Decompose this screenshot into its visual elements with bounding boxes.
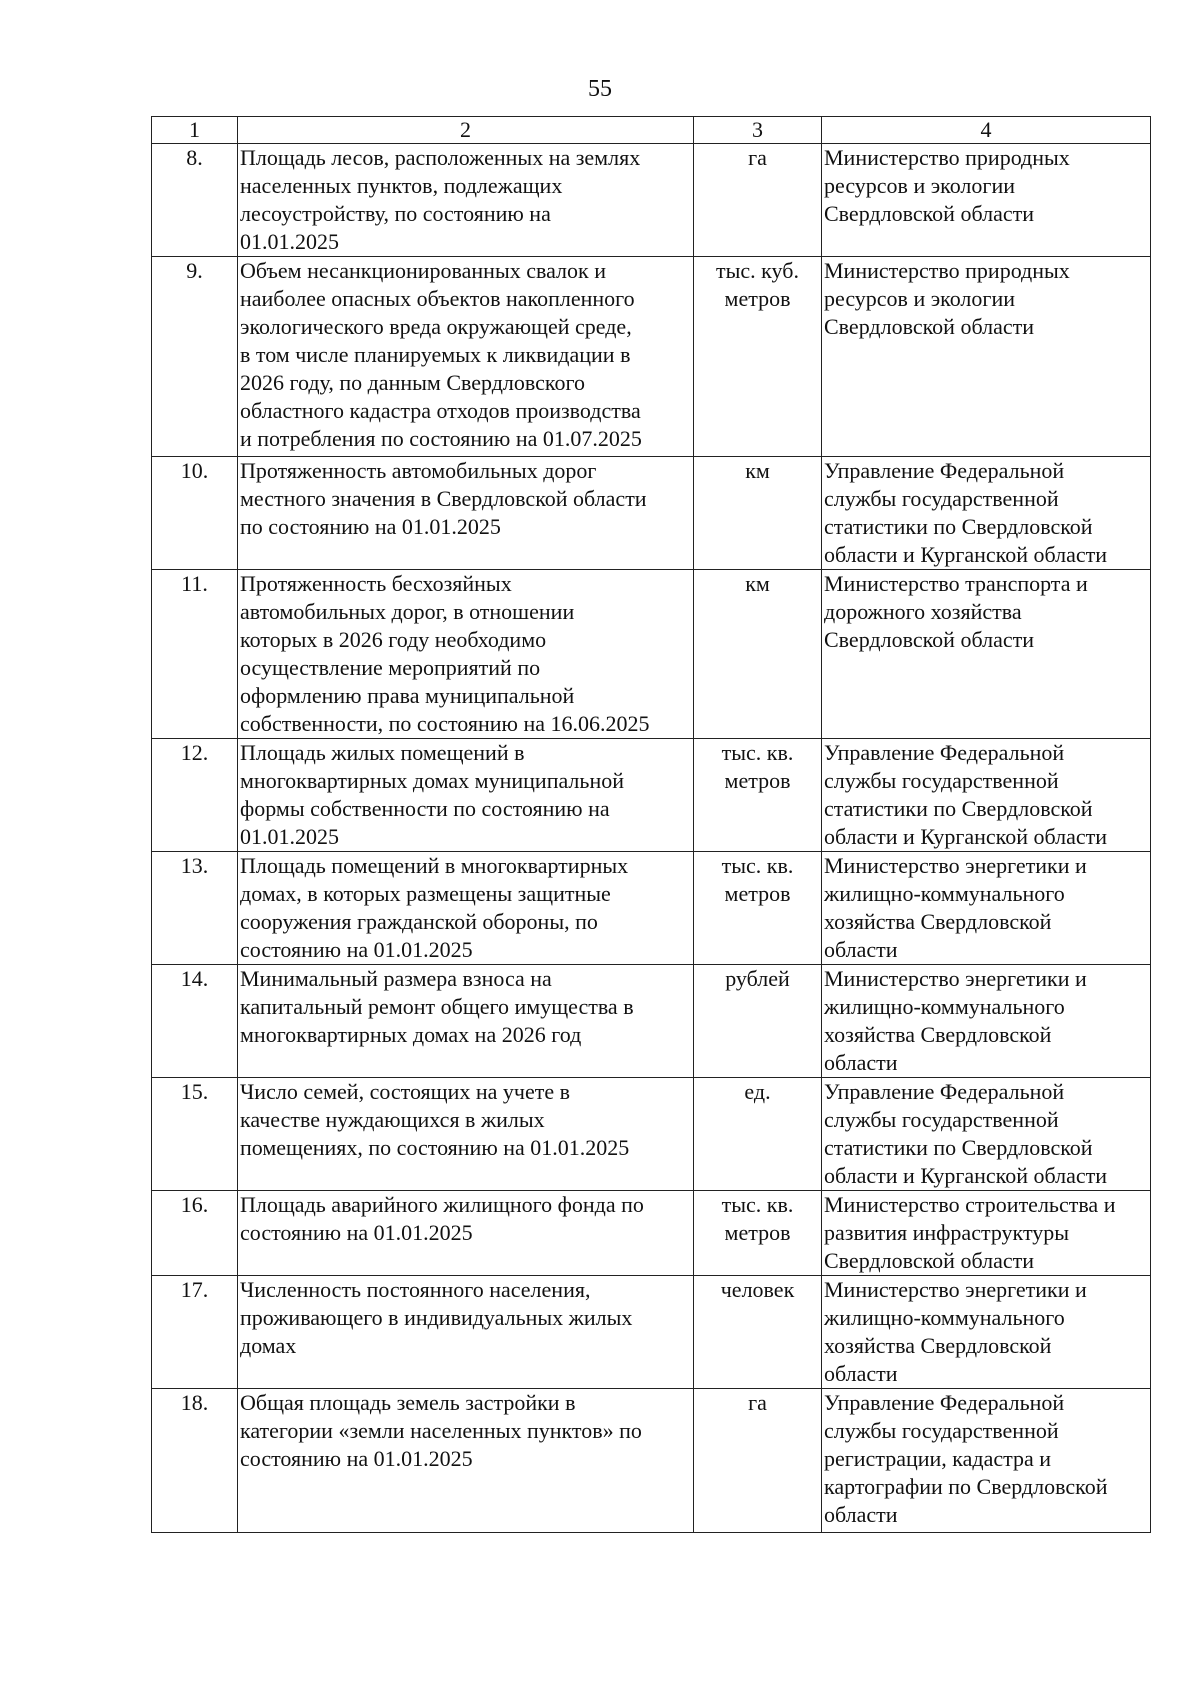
row-number: 11. xyxy=(152,570,238,739)
indicator-name xyxy=(238,1389,694,1533)
data-source-line: службы государственной xyxy=(824,1418,1059,1443)
indicator-name-line: автомобильных дорог, в отношении xyxy=(240,599,575,624)
indicator-name-line: 2026 году, по данным Свердловского xyxy=(240,370,585,395)
indicator-name xyxy=(238,739,694,852)
row-number: 9. xyxy=(152,257,238,457)
unit-of-measure xyxy=(694,1276,822,1389)
indicator-name-line: в том числе планируемых к ликвидации в xyxy=(240,342,631,367)
data-source-line: хозяйства Свердловской xyxy=(824,1333,1052,1358)
data-source-line: Свердловской области xyxy=(824,627,1034,652)
indicator-name-line: населенных пунктов, подлежащих xyxy=(240,173,563,198)
indicator-name-line: многоквартирных домах на 2026 год xyxy=(240,1022,582,1047)
data-source-line: Управление Федеральной xyxy=(824,458,1065,483)
data-source-line: области и Курганской области xyxy=(824,824,1108,849)
indicator-name-line: Протяженность бесхозяйных xyxy=(240,571,512,596)
indicator-name-line: Протяженность автомобильных дорог xyxy=(240,458,597,483)
data-source-line: регистрации, кадастра и xyxy=(824,1446,1052,1471)
data-source-line: Министерство природных xyxy=(824,145,1070,170)
indicator-name-line: лесоустройству, по состоянию на xyxy=(240,201,551,226)
indicator-name-line: Численность постоянного населения, xyxy=(240,1277,591,1302)
data-source-line: службы государственной xyxy=(824,768,1059,793)
indicator-name-line: Общая площадь земель застройки в xyxy=(240,1390,576,1415)
indicator-name-line: проживающего в индивидуальных жилых xyxy=(240,1305,633,1330)
unit-of-measure xyxy=(694,1389,822,1533)
data-source-line: области xyxy=(824,1050,898,1075)
unit-of-measure xyxy=(694,1191,822,1276)
table-row xyxy=(152,965,1151,1078)
row-number: 13. xyxy=(152,852,238,965)
data-source xyxy=(822,1078,1151,1191)
data-source-line: Министерство энергетики и xyxy=(824,966,1087,991)
unit-of-measure-line: км xyxy=(745,571,770,596)
data-source-line: Министерство энергетики и xyxy=(824,1277,1087,1302)
indicator-name-line: Минимальный размера взноса на xyxy=(240,966,552,991)
indicator-name-line: состоянию на 01.01.2025 xyxy=(240,1446,473,1471)
table-row xyxy=(152,1276,1151,1389)
indicator-name xyxy=(238,965,694,1078)
page-number: 55 xyxy=(588,76,612,102)
table-row xyxy=(152,852,1151,965)
indicator-name-line: которых в 2026 году необходимо xyxy=(240,627,547,652)
data-source-line: Управление Федеральной xyxy=(824,740,1065,765)
table-row xyxy=(152,1078,1151,1191)
unit-of-measure xyxy=(694,257,822,457)
row-number: 12. xyxy=(152,739,238,852)
column-header: 3 xyxy=(694,117,822,144)
indicator-name-line: оформлению права муниципальной xyxy=(240,683,575,708)
indicator-name-line: наиболее опасных объектов накопленного xyxy=(240,286,635,311)
indicator-name-line: областного кадастра отходов производства xyxy=(240,398,641,423)
data-source xyxy=(822,852,1151,965)
indicator-name xyxy=(238,1276,694,1389)
indicator-name-line: 01.01.2025 xyxy=(240,229,339,254)
indicator-name-line: экологического вреда окружающей среде, xyxy=(240,314,632,339)
unit-of-measure xyxy=(694,852,822,965)
row-number: 17. xyxy=(152,1276,238,1389)
unit-of-measure-line: метров xyxy=(724,768,791,793)
data-source-line: области xyxy=(824,1361,898,1386)
unit-of-measure-line: метров xyxy=(724,881,791,906)
indicator-name-line: Число семей, состоящих на учете в xyxy=(240,1079,571,1104)
row-number: 8. xyxy=(152,144,238,257)
data-source-line: статистики по Свердловской xyxy=(824,514,1093,539)
indicator-name xyxy=(238,1078,694,1191)
row-number: 18. xyxy=(152,1389,238,1533)
unit-of-measure-line: метров xyxy=(724,286,791,311)
indicator-name-line: помещениях, по состоянию на 01.01.2025 xyxy=(240,1135,630,1160)
indicator-name-line: качестве нуждающихся в жилых xyxy=(240,1107,545,1132)
indicator-name-line: категории «земли населенных пунктов» по xyxy=(240,1418,642,1443)
indicator-name-line: собственности, по состоянию на 16.06.2025 xyxy=(240,711,650,736)
indicator-name-line: местного значения в Свердловской области xyxy=(240,486,647,511)
data-source-line: ресурсов и экологии xyxy=(824,173,1015,198)
column-header: 4 xyxy=(822,117,1151,144)
indicator-name-line: многоквартирных домах муниципальной xyxy=(240,768,624,793)
indicator-name xyxy=(238,570,694,739)
table-header-row xyxy=(152,117,1151,144)
indicator-name-line: и потребления по состоянию на 01.07.2025 xyxy=(240,426,642,451)
data-source-line: Свердловской области xyxy=(824,314,1034,339)
data-source-line: дорожного хозяйства xyxy=(824,599,1022,624)
indicators-table xyxy=(151,116,1151,1533)
data-source-line: Управление Федеральной xyxy=(824,1079,1065,1104)
data-source-line: картографии по Свердловской xyxy=(824,1474,1108,1499)
unit-of-measure xyxy=(694,144,822,257)
data-source xyxy=(822,1389,1151,1533)
data-source-line: области xyxy=(824,937,898,962)
unit-of-measure xyxy=(694,457,822,570)
data-source-line: статистики по Свердловской xyxy=(824,1135,1093,1160)
unit-of-measure-line: тыс. куб. xyxy=(716,258,799,283)
indicator-name-line: домах, в которых размещены защитные xyxy=(240,881,611,906)
data-source-line: развития инфраструктуры xyxy=(824,1220,1070,1245)
indicator-name-line: осуществление мероприятий по xyxy=(240,655,541,680)
table-row xyxy=(152,1389,1151,1533)
data-source xyxy=(822,1191,1151,1276)
data-source-line: статистики по Свердловской xyxy=(824,796,1093,821)
table-row xyxy=(152,570,1151,739)
table-row xyxy=(152,739,1151,852)
indicator-name xyxy=(238,457,694,570)
indicator-name-line: Площадь помещений в многоквартирных xyxy=(240,853,629,878)
unit-of-measure xyxy=(694,965,822,1078)
row-number: 10. xyxy=(152,457,238,570)
indicator-name-line: формы собственности по состоянию на xyxy=(240,796,610,821)
row-number: 16. xyxy=(152,1191,238,1276)
unit-of-measure-line: метров xyxy=(724,1220,791,1245)
data-source-line: хозяйства Свердловской xyxy=(824,1022,1052,1047)
data-source-line: службы государственной xyxy=(824,1107,1059,1132)
data-source-line: Свердловской области xyxy=(824,1248,1034,1273)
column-header: 1 xyxy=(152,117,238,144)
row-number: 15. xyxy=(152,1078,238,1191)
unit-of-measure xyxy=(694,1078,822,1191)
data-source xyxy=(822,457,1151,570)
indicator-name-line: капитальный ремонт общего имущества в xyxy=(240,994,634,1019)
data-source-line: жилищно-коммунального xyxy=(824,881,1065,906)
data-source xyxy=(822,570,1151,739)
unit-of-measure-line: ед. xyxy=(744,1079,771,1104)
indicator-name-line: сооружения гражданской обороны, по xyxy=(240,909,598,934)
data-source xyxy=(822,739,1151,852)
indicator-name-line: по состоянию на 01.01.2025 xyxy=(240,514,501,539)
table-row xyxy=(152,257,1151,457)
table-row xyxy=(152,144,1151,257)
indicator-name-line: домах xyxy=(240,1333,297,1358)
data-source xyxy=(822,144,1151,257)
unit-of-measure-line: га xyxy=(748,145,767,170)
indicator-name-line: состоянию на 01.01.2025 xyxy=(240,1220,473,1245)
data-source-line: области и Курганской области xyxy=(824,1163,1108,1188)
indicator-name-line: Площадь лесов, расположенных на землях xyxy=(240,145,641,170)
table-row xyxy=(152,1191,1151,1276)
indicator-name-line: Объем несанкционированных свалок и xyxy=(240,258,606,283)
indicator-name xyxy=(238,1191,694,1276)
indicator-name-line: Площадь жилых помещений в xyxy=(240,740,525,765)
unit-of-measure-line: рублей xyxy=(725,966,790,991)
unit-of-measure-line: тыс. кв. xyxy=(721,853,794,878)
data-source-line: Министерство природных xyxy=(824,258,1070,283)
indicator-name xyxy=(238,852,694,965)
unit-of-measure-line: тыс. кв. xyxy=(721,1192,794,1217)
unit-of-measure-line: тыс. кв. xyxy=(721,740,794,765)
data-source-line: Министерство строительства и xyxy=(824,1192,1116,1217)
unit-of-measure xyxy=(694,739,822,852)
data-source-line: Министерство транспорта и xyxy=(824,571,1088,596)
data-source xyxy=(822,257,1151,457)
data-source-line: службы государственной xyxy=(824,486,1059,511)
data-source-line: Управление Федеральной xyxy=(824,1390,1065,1415)
data-source-line: жилищно-коммунального xyxy=(824,1305,1065,1330)
unit-of-measure xyxy=(694,570,822,739)
unit-of-measure-line: га xyxy=(748,1390,767,1415)
indicator-name-line: 01.01.2025 xyxy=(240,824,339,849)
data-source-line: хозяйства Свердловской xyxy=(824,909,1052,934)
unit-of-measure-line: км xyxy=(745,458,770,483)
column-header: 2 xyxy=(238,117,694,144)
data-source-line: Свердловской области xyxy=(824,201,1034,226)
indicator-name xyxy=(238,144,694,257)
indicator-name xyxy=(238,257,694,457)
data-source xyxy=(822,1276,1151,1389)
indicator-name-line: состоянию на 01.01.2025 xyxy=(240,937,473,962)
data-source-line: жилищно-коммунального xyxy=(824,994,1065,1019)
data-source-line: области и Курганской области xyxy=(824,542,1108,567)
data-source-line: ресурсов и экологии xyxy=(824,286,1015,311)
data-source-line: Министерство энергетики и xyxy=(824,853,1087,878)
unit-of-measure-line: человек xyxy=(720,1277,795,1302)
data-source xyxy=(822,965,1151,1078)
data-source-line: области xyxy=(824,1502,898,1527)
table-row xyxy=(152,457,1151,570)
row-number: 14. xyxy=(152,965,238,1078)
indicator-name-line: Площадь аварийного жилищного фонда по xyxy=(240,1192,644,1217)
